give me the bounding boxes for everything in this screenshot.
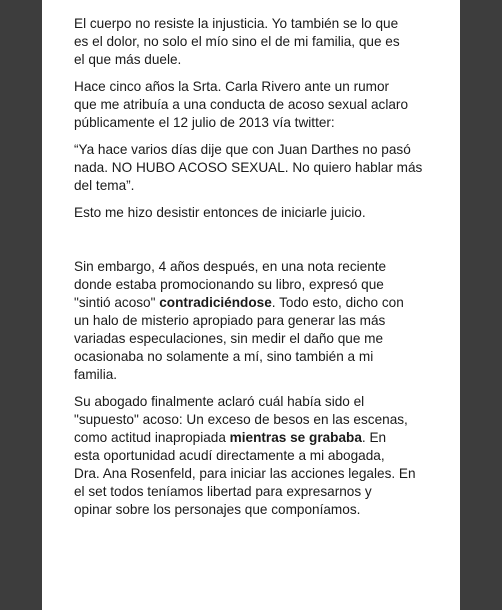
bold-emphasis: contradiciéndose [159, 295, 272, 310]
text-line: “Ya hace varios días dije que con Juan Darthes no pasó [74, 142, 411, 157]
text-line: Esto me hizo desistir entonces de iniciarle juicio. [74, 205, 366, 220]
paragraph-1 [74, 15, 450, 69]
text-line: el que más duele. [74, 52, 182, 67]
viewer-left-border [0, 0, 42, 610]
text-line: ocasionaba no solamente a mí, sino también a mi [74, 349, 374, 364]
paragraph-gap [74, 231, 450, 258]
text-line: opinar sobre los personajes que componíamos. [74, 502, 361, 517]
text-line: Hace cinco años la Srta. Carla Rivero ante un rumor [74, 79, 390, 94]
text-line: es el dolor, no solo el mío sino el de mi familia, que es [74, 34, 400, 49]
bold-emphasis: mientras se grababa [229, 430, 362, 445]
document-body [74, 15, 450, 528]
text-line: "supuesto" acoso: Un exceso de besos en las escenas, [74, 412, 408, 427]
paragraph-6 [74, 393, 450, 519]
text-line: públicamente el 12 julio de 2013 vía twitter: [74, 115, 335, 130]
text-line: variadas especulaciones, sin medir el daño que me [74, 331, 384, 346]
paragraph-3-quote [74, 141, 450, 195]
text-line: nada. NO HUBO ACOSO SEXUAL. No quiero hablar más [74, 160, 423, 175]
text-segment: "sintió acoso" [74, 295, 160, 310]
paragraph-2 [74, 78, 450, 132]
text-line: familia. [74, 367, 118, 382]
text-segment: como actitud inapropiada [74, 430, 230, 445]
text-line: que me atribuía a una conducta de acoso sexual aclaro [74, 97, 409, 112]
document-page [42, 0, 460, 610]
text-line: Dra. Ana Rosenfeld, para iniciar las acciones legales. En [74, 466, 416, 481]
text-line [74, 294, 450, 312]
paragraph-5 [74, 258, 450, 384]
text-segment: . En [361, 430, 387, 445]
text-line: del tema”. [74, 178, 135, 193]
text-line: Su abogado finalmente aclaró cuál había sido el [74, 394, 365, 409]
text-line: donde estaba promocionando su libro, expresó que [74, 277, 384, 292]
text-line [74, 429, 450, 447]
text-line: el set todos teníamos libertad para expresarnos y [74, 484, 372, 499]
text-line: un halo de misterio apropiado para generar las más [74, 313, 386, 328]
text-line: El cuerpo no resiste la injusticia. Yo también se lo que [74, 16, 399, 31]
text-line: esta oportunidad acudí directamente a mi abogada, [74, 448, 385, 463]
paragraph-4 [74, 204, 450, 222]
text-line: Sin embargo, 4 años después, en una nota reciente [74, 259, 387, 274]
text-segment: . Todo esto, dicho con [271, 295, 404, 310]
viewer-right-border [460, 0, 502, 610]
